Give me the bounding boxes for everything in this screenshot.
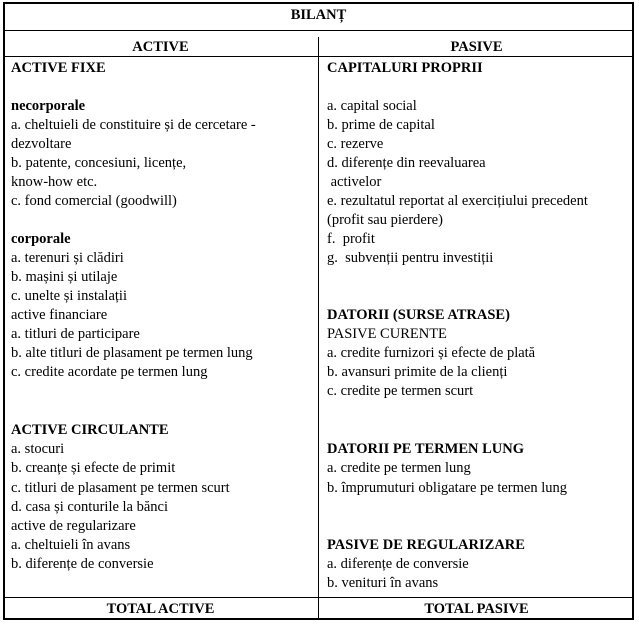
- list-item: b. mașini și utilaje: [11, 269, 118, 285]
- section-heading-capitaluri-proprii: CAPITALURI PROPRII: [327, 60, 483, 76]
- page-title: BILANȚ: [290, 7, 347, 23]
- list-item: c. unelte și instalații: [11, 288, 127, 304]
- section-heading-active-circulante: ACTIVE CIRCULANTE: [11, 422, 169, 438]
- list-item: g. subvenții pentru investiții: [327, 250, 494, 266]
- list-item: a. credite pe termen lung: [327, 460, 471, 476]
- total-active: TOTAL ACTIVE: [106, 601, 215, 617]
- header-pasive: PASIVE: [450, 39, 503, 55]
- list-item: b. venituri în avans: [327, 575, 439, 591]
- total-pasive: TOTAL PASIVE: [424, 601, 529, 617]
- list-item: a. terenuri și clădiri: [11, 250, 124, 266]
- list-item: b. împrumuturi obligatare pe termen lung: [327, 480, 567, 496]
- list-item: c. titluri de plasament pe termen scurt: [11, 480, 230, 496]
- subheading-necorporale: necorporale: [11, 98, 86, 114]
- title-divider: [3, 30, 634, 31]
- list-item: e. rezultatul reportat al exercițiului precedent: [327, 193, 588, 209]
- list-item: d. diferențe din reevaluarea: [327, 155, 486, 171]
- list-item: know-how etc.: [11, 174, 98, 190]
- section-heading-pasive-regularizare: PASIVE DE REGULARIZARE: [327, 537, 525, 553]
- section-heading-datorii: DATORII (SURSE ATRASE): [327, 307, 510, 323]
- list-item: a. stocuri: [11, 441, 65, 457]
- list-item: a. cheltuieli în avans: [11, 537, 131, 553]
- list-item: a. cheltuieli de constituire și de cercetare -: [11, 117, 256, 133]
- header-active: ACTIVE: [132, 39, 189, 55]
- list-item: a. diferențe de conversie: [327, 556, 469, 572]
- list-item: activelor: [327, 174, 382, 190]
- list-item: a. capital social: [327, 98, 417, 114]
- list-item: b. creanțe și efecte de primit: [11, 460, 176, 476]
- subheading-pasive-curente: PASIVE CURENTE: [327, 326, 447, 342]
- subheading-active-financiare: active financiare: [11, 307, 108, 323]
- list-item: b. prime de capital: [327, 117, 435, 133]
- section-heading-datorii-termen-lung: DATORII PE TERMEN LUNG: [327, 441, 524, 457]
- list-item: f. profit: [327, 231, 375, 247]
- list-item: d. casa și conturile la bănci: [11, 499, 169, 515]
- list-item: c. fond comercial (goodwill): [11, 193, 177, 209]
- list-item: b. alte titluri de plasament pe termen lung: [11, 345, 253, 361]
- section-heading-active-fixe: ACTIVE FIXE: [11, 60, 106, 76]
- list-item: c. rezerve: [327, 136, 384, 152]
- list-item: c. credite pe termen scurt: [327, 383, 474, 399]
- list-item: c. credite acordate pe termen lung: [11, 364, 208, 380]
- list-item: dezvoltare: [11, 136, 72, 152]
- list-item: b. avansuri primite de la clienți: [327, 364, 508, 380]
- column-divider: [318, 37, 319, 620]
- list-item: b. diferențe de conversie: [11, 556, 154, 572]
- list-item: (profit sau pierdere): [327, 212, 443, 228]
- list-item: a. credite furnizori și efecte de plată: [327, 345, 536, 361]
- subheading-active-regularizare: active de regularizare: [11, 518, 136, 534]
- subheading-corporale: corporale: [11, 231, 71, 247]
- list-item: b. patente, concesiuni, licențe,: [11, 155, 187, 171]
- list-item: a. titluri de participare: [11, 326, 140, 342]
